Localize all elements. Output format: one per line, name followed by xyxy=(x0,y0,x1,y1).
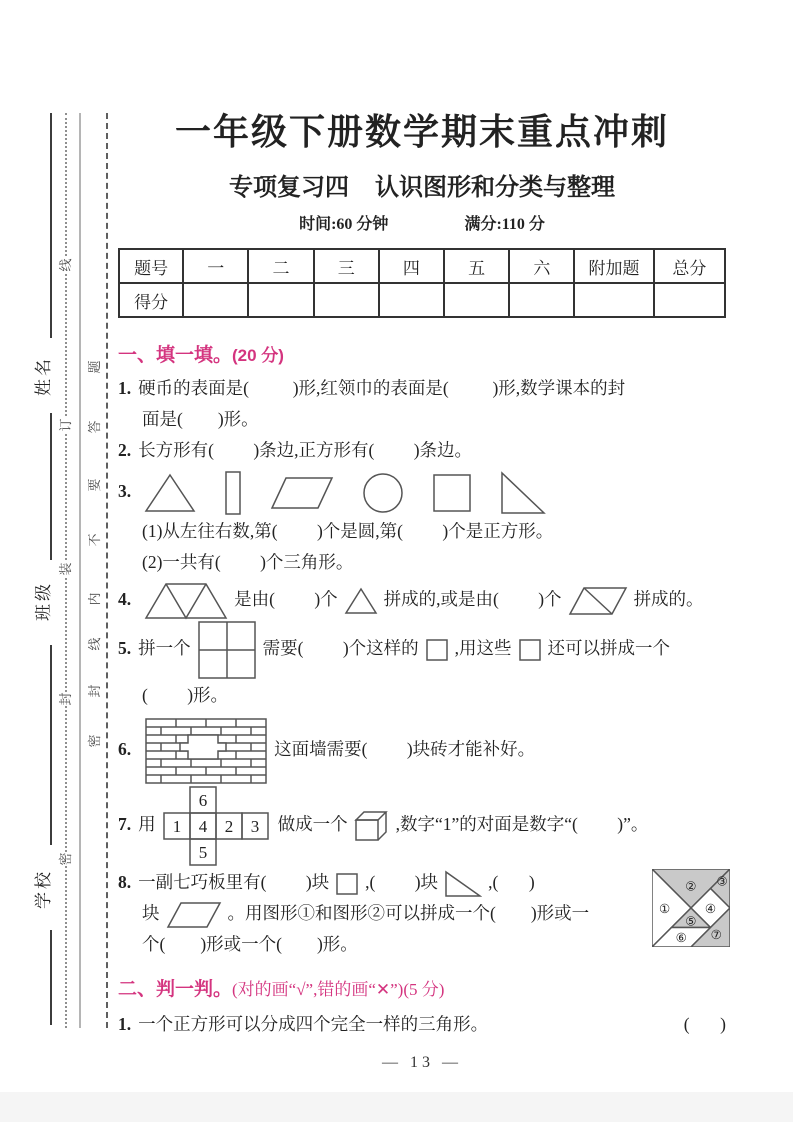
question-8-text-1: 一副七巧板里有( )块 xyxy=(138,872,330,892)
question-5-text-continued: ( )形。 xyxy=(142,685,229,705)
net-cell-bottom: 5 xyxy=(198,843,207,862)
score-cell xyxy=(314,283,379,317)
question-7-text-2: 做成一个 xyxy=(277,814,348,835)
section2-question-1-main xyxy=(118,1009,488,1040)
name-writing-line xyxy=(50,113,52,338)
tangram-icon xyxy=(652,869,730,947)
question-3-sub-1-text: (1)从左往右数,第( )个是圆,第( )个是正方形。 xyxy=(142,521,554,541)
section2-question-1-number: 1. xyxy=(118,1014,132,1034)
question-3-sub-2 xyxy=(118,547,726,578)
question-8-text-6: 个( )形或一个( )形。 xyxy=(142,934,358,954)
question-8-line-1 xyxy=(118,867,726,898)
score-table-score-row xyxy=(119,283,725,317)
page-title: 一年级下册数学期末重点冲刺 xyxy=(174,112,669,152)
net-cell: 3 xyxy=(250,817,259,836)
question-8-text-4: 块 xyxy=(142,903,160,923)
question-5-text-2: 需要( )个这样的 xyxy=(262,638,419,659)
score-header-cell: 四 xyxy=(379,249,444,283)
triangle-icon xyxy=(144,473,196,513)
writing-line xyxy=(50,930,52,1025)
score-header-cell: 三 xyxy=(314,249,379,283)
question-7-number: 7. xyxy=(118,814,132,835)
tangram-piece-5: ⑤ xyxy=(685,914,697,929)
question-2-number: 2. xyxy=(118,440,132,460)
score-header-cell: 五 xyxy=(444,249,509,283)
question-3-shape-row xyxy=(118,470,726,516)
time-limit: 时间:60 分钟 xyxy=(299,216,389,233)
name-label: 姓名 xyxy=(34,356,53,396)
circle-icon xyxy=(362,472,404,514)
question-8-line-3 xyxy=(118,929,726,960)
section1-heading xyxy=(118,340,726,367)
question-1-text-continued: 面是( )形。 xyxy=(142,409,259,429)
binding-line-char: 装 xyxy=(58,562,73,576)
question-2 xyxy=(118,435,726,466)
question-1-text: 硬币的表面是( )形,红领巾的表面是( )形,数学课本的封 xyxy=(138,378,626,398)
section2-title: 二、判一判。 xyxy=(118,979,233,1000)
question-2-text: 长方形有( )条边,正方形有( )条边。 xyxy=(138,440,473,460)
seal-line-char: 封 xyxy=(87,684,102,698)
score-header-cell: 附加题 xyxy=(574,249,653,283)
grid-2x2-square-icon xyxy=(197,620,257,680)
binding-line-char: 订 xyxy=(58,418,73,432)
section2-note: (对的画“√”,错的画“✕”) xyxy=(232,980,404,999)
score-header-cell: 总分 xyxy=(654,249,725,283)
triangle-icon xyxy=(344,587,378,615)
small-square-icon xyxy=(425,638,449,662)
binding-line-char: 封 xyxy=(58,692,73,706)
section2-points: (5 分) xyxy=(403,980,445,999)
net-cell: 1 xyxy=(172,817,181,836)
question-5-number: 5. xyxy=(118,638,132,659)
question-1-line-1 xyxy=(118,373,726,404)
net-cell-top: 6 xyxy=(198,791,207,810)
cube-net-icon xyxy=(162,785,272,867)
seal-line-char: 要 xyxy=(87,478,102,492)
trapezoid-of-triangles-icon xyxy=(144,582,228,620)
small-square-icon xyxy=(518,638,542,662)
section2-question-1-answer-blank: ( ) xyxy=(683,1014,726,1034)
score-header-cell: 二 xyxy=(248,249,313,283)
right-triangle-icon xyxy=(444,870,482,898)
question-7 xyxy=(118,785,726,867)
section2-question-1 xyxy=(118,1009,726,1040)
score-cell xyxy=(183,283,248,317)
question-3-sub-1 xyxy=(118,516,726,547)
question-8-block xyxy=(118,867,726,960)
question-8-text-3: ,( ) xyxy=(488,872,535,892)
score-header-cell: 题号 xyxy=(119,249,183,283)
seal-dashed-line xyxy=(106,113,108,1028)
score-cell xyxy=(574,283,653,317)
score-cell xyxy=(509,283,574,317)
score-cell xyxy=(444,283,509,317)
score-cell xyxy=(379,283,444,317)
main-content xyxy=(118,0,726,1072)
seal-line-char: 题 xyxy=(87,360,102,374)
school-label: 学校 xyxy=(34,869,53,909)
class-label: 班级 xyxy=(34,581,53,621)
scan-edge-band xyxy=(0,1092,793,1122)
right-triangle-icon xyxy=(500,471,546,515)
section1-title: 一、填一填。 xyxy=(118,345,233,366)
question-8-number: 8. xyxy=(118,872,132,892)
score-cell xyxy=(654,283,725,317)
rectangle-icon xyxy=(224,470,242,516)
page-subtitle xyxy=(118,167,726,202)
question-4-number: 4. xyxy=(118,589,132,610)
question-6 xyxy=(118,717,726,785)
question-7-text-3: ,数字“1”的对面是数字“( )”。 xyxy=(395,814,649,835)
question-8-line-2 xyxy=(118,898,726,929)
tangram-piece-1: ① xyxy=(658,901,671,916)
school-writing-line xyxy=(50,645,52,845)
question-4-text-2: 拼成的,或是由( )个 xyxy=(383,589,562,610)
question-4-text-3: 拼成的。 xyxy=(633,589,704,610)
page-number: — 13 — xyxy=(382,1054,462,1071)
score-table xyxy=(118,248,726,318)
cube-icon xyxy=(354,810,390,842)
section1-points: (20 分) xyxy=(232,346,284,365)
score-table-header-row xyxy=(119,249,725,283)
question-1-line-2 xyxy=(118,404,726,435)
tangram-piece-4: ④ xyxy=(704,901,717,916)
question-5-text-3: ,用这些 xyxy=(454,638,512,659)
binding-line-char: 线 xyxy=(58,258,73,272)
question-3-sub-2-text: (2)一共有( )个三角形。 xyxy=(142,552,354,572)
section2-question-1-text: 一个正方形可以分成四个完全一样的三角形。 xyxy=(138,1014,489,1034)
question-4 xyxy=(118,582,726,620)
seal-line-char: 内 xyxy=(87,592,102,606)
tangram-piece-2: ② xyxy=(685,879,697,894)
question-6-number: 6. xyxy=(118,739,132,760)
question-8-text-5: 。用图形①和图形②可以拼成一个( )形或一 xyxy=(227,903,590,923)
question-3-number: 3. xyxy=(118,481,132,502)
tangram-piece-3: ③ xyxy=(716,874,728,889)
question-8-text-2: ,( )块 xyxy=(365,872,439,892)
question-6-text: 这面墙需要( )块砖才能补好。 xyxy=(274,739,536,760)
score-header-cell: 一 xyxy=(183,249,248,283)
parallelogram-icon xyxy=(166,901,222,929)
parallelogram-icon xyxy=(270,476,334,510)
question-5-line-2 xyxy=(118,680,726,711)
score-header-cell: 六 xyxy=(509,249,574,283)
small-square-icon xyxy=(335,872,359,896)
question-7-text-1: 用 xyxy=(138,814,156,835)
question-5-text-1: 拼一个 xyxy=(138,638,191,659)
net-cell: 2 xyxy=(224,817,233,836)
seal-line-char: 线 xyxy=(87,637,102,651)
seal-line-char: 答 xyxy=(87,420,102,434)
seal-line-char: 不 xyxy=(87,533,102,547)
seal-line-char: 密 xyxy=(87,734,102,748)
net-cell: 4 xyxy=(198,817,207,836)
subtitle-part2: 认识图形和分类与整理 xyxy=(375,175,615,201)
section2-heading xyxy=(118,974,726,1001)
subtitle-part1: 专项复习四 xyxy=(229,175,349,201)
tangram-piece-6: ⑥ xyxy=(675,931,687,946)
brick-wall-icon xyxy=(144,717,268,785)
tangram-piece-7: ⑦ xyxy=(710,928,723,943)
question-5-line-1 xyxy=(118,620,726,680)
question-5-text-4: 还可以拼成一个 xyxy=(547,638,671,659)
class-writing-line xyxy=(50,413,52,560)
full-score: 满分:110 分 xyxy=(464,216,545,233)
margin-gray-line xyxy=(79,113,81,1028)
question-4-text-1: 是由( )个 xyxy=(234,589,338,610)
binding-line-char: 密 xyxy=(58,852,73,866)
exam-info xyxy=(118,211,726,234)
score-row-label: 得分 xyxy=(119,283,183,317)
question-1-number: 1. xyxy=(118,378,132,398)
two-triangle-parallelogram-icon xyxy=(568,586,628,616)
score-cell xyxy=(248,283,313,317)
square-icon xyxy=(432,473,472,513)
